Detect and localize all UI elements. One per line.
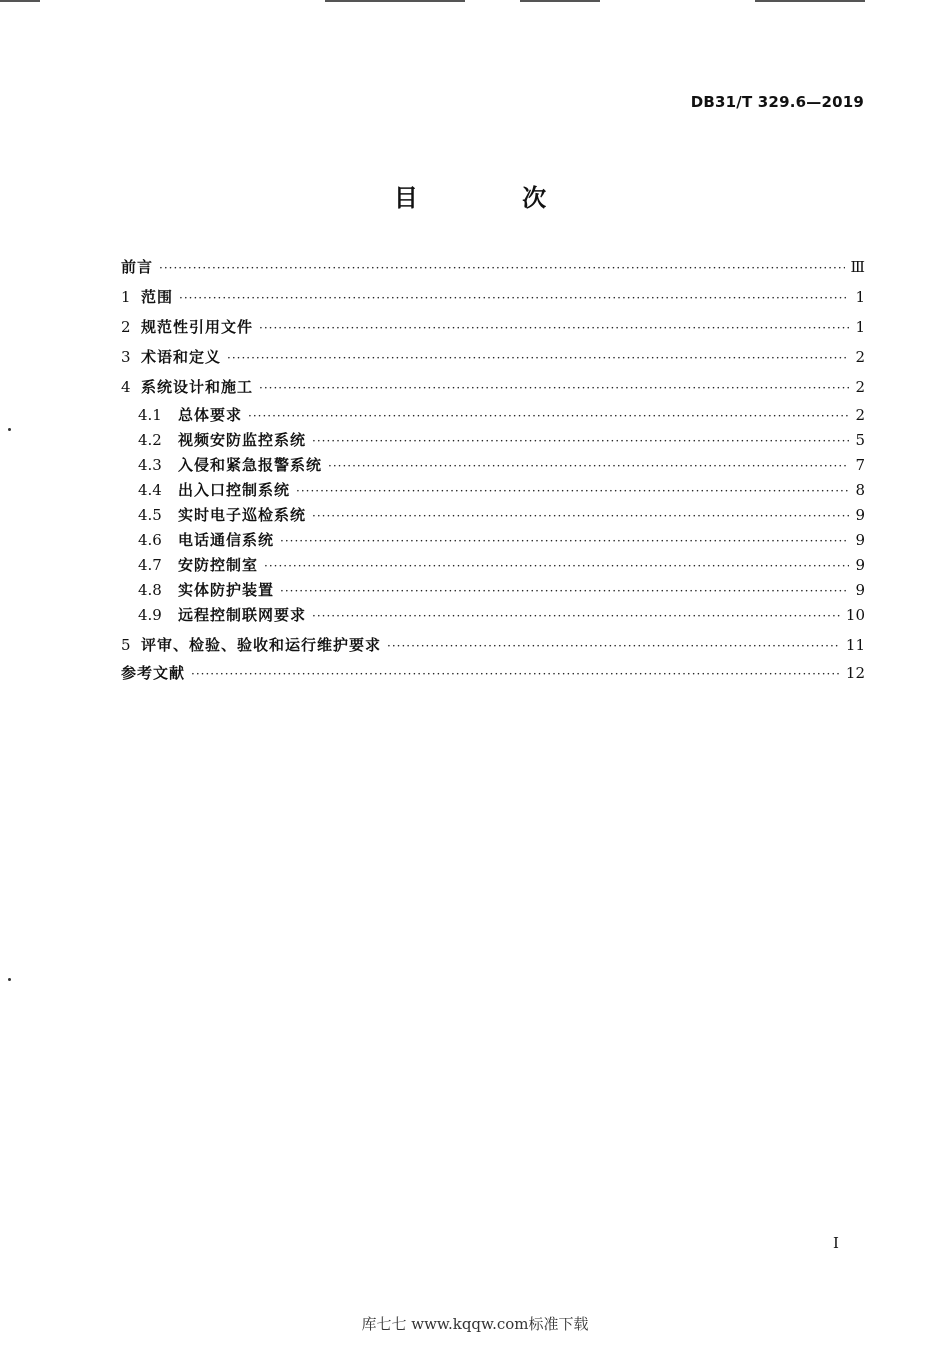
toc-dot-leader <box>227 351 849 365</box>
toc-entry-label: 规范性引用文件 <box>141 318 254 336</box>
toc-entry-number: 4.4 <box>138 481 162 499</box>
toc-entry-label: 出入口控制系统 <box>178 481 291 499</box>
toc-entry[interactable] <box>138 479 865 500</box>
toc-entry-number: 4.2 <box>138 431 162 449</box>
page-number: I <box>833 1234 839 1252</box>
toc-entry[interactable] <box>121 662 865 683</box>
toc-entry-number: 4.8 <box>138 581 162 599</box>
toc-dot-leader <box>191 667 840 681</box>
toc-entry-page: 7 <box>855 456 865 474</box>
toc-entry[interactable] <box>138 454 865 475</box>
toc-entry-number: 4.9 <box>138 606 162 624</box>
toc-entry-label: 术语和定义 <box>141 348 222 366</box>
toc-dot-leader <box>280 584 849 598</box>
toc-entry-label: 范围 <box>141 288 174 306</box>
toc-entry-page: 2 <box>855 348 865 366</box>
toc-entry-page: 8 <box>855 481 865 499</box>
toc-entry-label: 远程控制联网要求 <box>178 606 307 624</box>
toc-entry[interactable] <box>138 404 865 425</box>
toc-entry-page: 2 <box>855 406 865 424</box>
page-title: 目 次 <box>393 184 595 212</box>
scan-artifact-dot <box>8 428 11 431</box>
toc-entry-label: 评审、检验、验收和运行维护要求 <box>141 636 382 654</box>
toc-entry-page: 1 <box>855 288 865 306</box>
toc-entry-number: 5 <box>121 636 131 654</box>
toc-entry[interactable] <box>121 286 865 307</box>
toc-entry[interactable] <box>121 256 865 277</box>
toc-entry-label: 前言 <box>121 258 154 276</box>
toc-entry-page: 12 <box>845 664 865 682</box>
toc-entry-number: 1 <box>121 288 131 306</box>
toc-entry-page: 9 <box>855 581 865 599</box>
toc-entry[interactable] <box>138 579 865 600</box>
toc-entry-label: 实体防护装置 <box>178 581 275 599</box>
toc-entry[interactable] <box>138 529 865 550</box>
toc-dot-leader <box>179 291 849 305</box>
toc-dot-leader <box>312 434 849 448</box>
toc-entry-page: 10 <box>845 606 865 624</box>
toc-entry-number: 3 <box>121 348 131 366</box>
toc-dot-leader <box>280 534 849 548</box>
toc-entry[interactable] <box>121 634 865 655</box>
toc-entry-label: 入侵和紧急报警系统 <box>178 456 323 474</box>
toc-entry[interactable] <box>138 504 865 525</box>
toc-entry[interactable] <box>121 376 865 397</box>
toc-entry-number: 4.1 <box>138 406 162 424</box>
toc-entry-label: 实时电子巡检系统 <box>178 506 307 524</box>
toc-entry-number: 4.7 <box>138 556 162 574</box>
toc-entry-number: 4.5 <box>138 506 162 524</box>
toc-entry[interactable] <box>121 316 865 337</box>
standard-number: DB31/T 329.6—2019 <box>690 93 864 111</box>
scan-artifact-dot <box>8 978 11 981</box>
toc-entry-label: 系统设计和施工 <box>141 378 254 396</box>
toc-dot-leader <box>387 639 840 653</box>
toc-dot-leader <box>264 559 849 573</box>
toc-entry-page: 9 <box>855 506 865 524</box>
toc-entry-page: 9 <box>855 531 865 549</box>
toc-dot-leader <box>248 409 849 423</box>
toc-entry[interactable] <box>138 554 865 575</box>
scan-artifact-line <box>325 0 465 2</box>
toc-dot-leader <box>259 321 849 335</box>
toc-entry-label: 安防控制室 <box>178 556 259 574</box>
scan-artifact-line <box>0 0 40 2</box>
toc-entry-page: 11 <box>845 636 865 654</box>
scan-artifact-line <box>755 0 865 2</box>
toc-dot-leader <box>312 609 840 623</box>
watermark-text: 库七七 www.kqqw.com标准下载 <box>361 1315 589 1333</box>
toc-dot-leader <box>312 509 849 523</box>
toc-dot-leader <box>159 261 845 275</box>
toc-dot-leader <box>296 484 849 498</box>
toc-dot-leader <box>328 459 849 473</box>
toc-entry-label: 电话通信系统 <box>178 531 275 549</box>
toc-entry[interactable] <box>138 604 865 625</box>
scan-artifact-line <box>520 0 600 2</box>
toc-entry-page: 1 <box>855 318 865 336</box>
toc-entry-page: 2 <box>855 378 865 396</box>
toc-entry[interactable] <box>121 346 865 367</box>
toc-entry-number: 4.6 <box>138 531 162 549</box>
toc-entry-label: 参考文献 <box>121 664 186 682</box>
toc-entry-number: 2 <box>121 318 131 336</box>
toc-dot-leader <box>259 381 849 395</box>
toc-entry-label: 总体要求 <box>178 406 243 424</box>
toc-entry-page: Ⅲ <box>850 258 865 276</box>
toc-entry-number: 4.3 <box>138 456 162 474</box>
toc-entry-number: 4 <box>121 378 131 396</box>
toc-entry-page: 9 <box>855 556 865 574</box>
toc-entry-label: 视频安防监控系统 <box>178 431 307 449</box>
toc-entry-page: 5 <box>855 431 865 449</box>
toc-entry[interactable] <box>138 429 865 450</box>
